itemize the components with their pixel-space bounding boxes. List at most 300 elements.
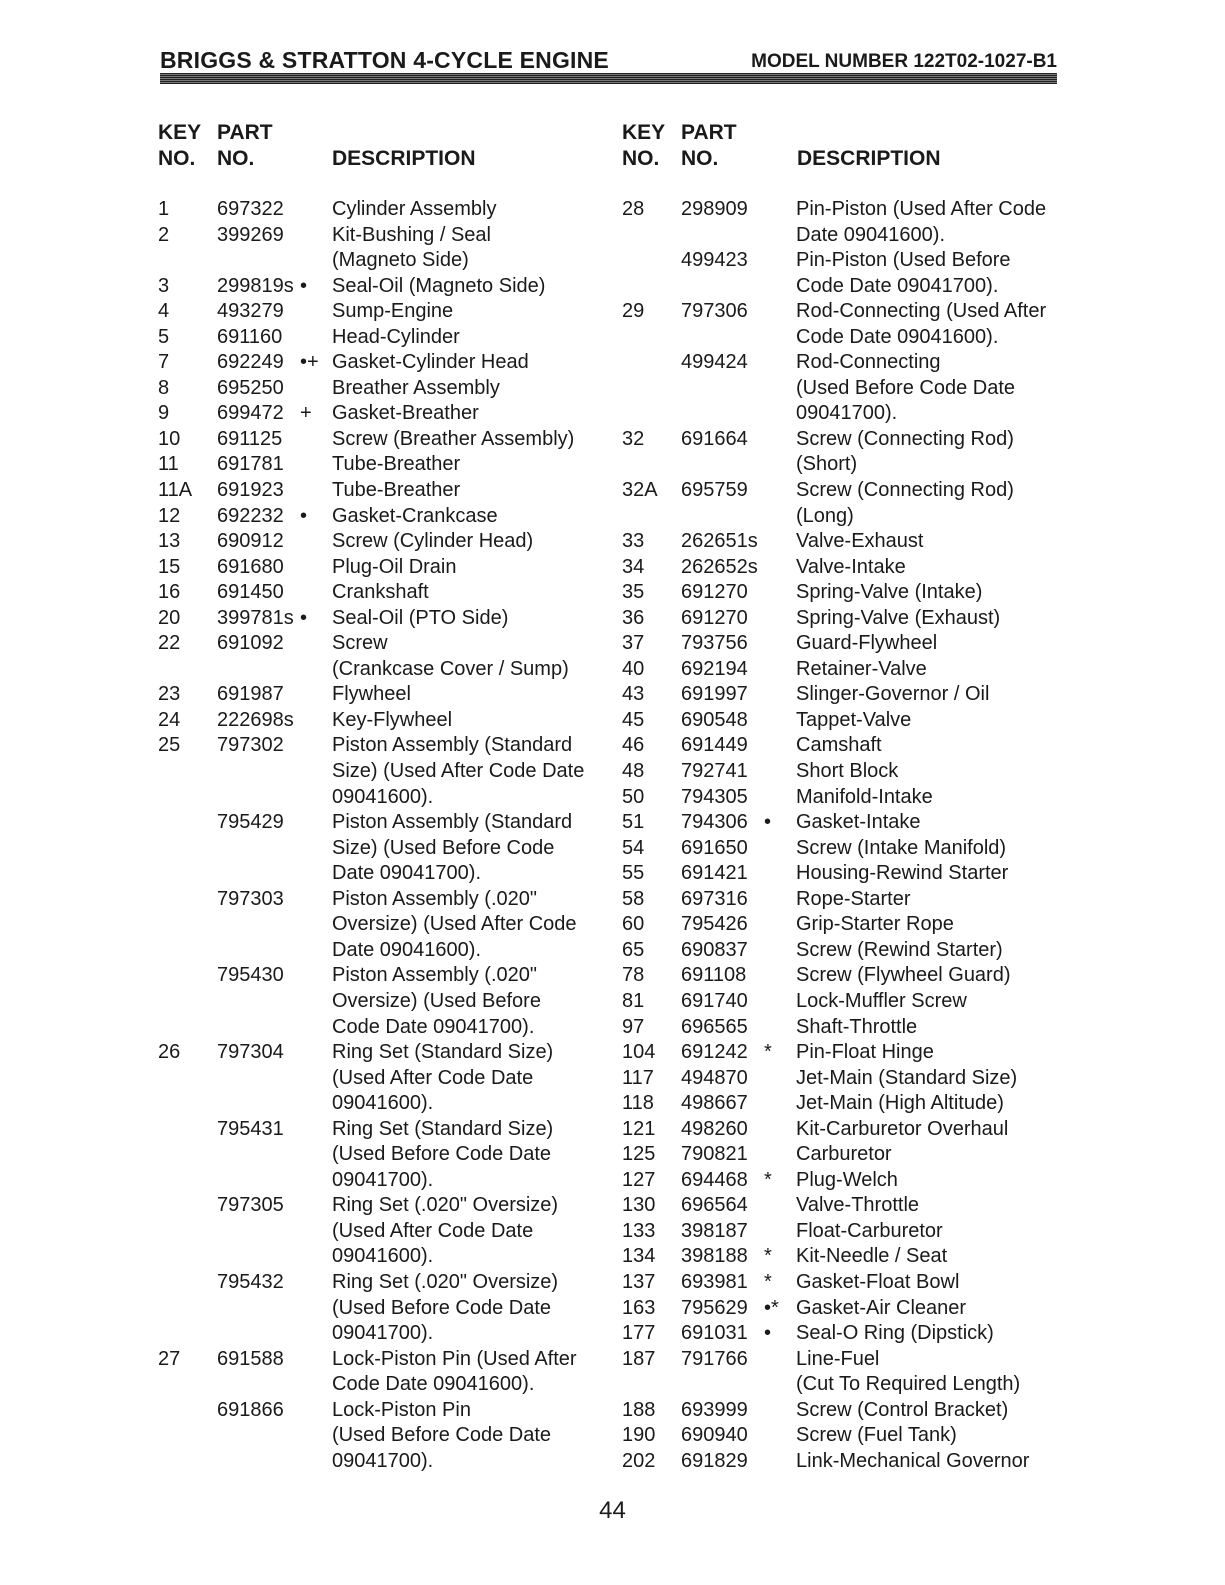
part-number: 795629 xyxy=(681,1296,748,1319)
parts-row xyxy=(622,427,1062,453)
part-description: Tube-Breather xyxy=(332,453,461,476)
part-number: 691270 xyxy=(681,581,748,604)
parts-row xyxy=(158,452,608,478)
part-number: 691270 xyxy=(681,606,748,629)
key-number: 34 xyxy=(622,555,645,578)
part-number: 262651s xyxy=(681,530,758,553)
part-marker: • xyxy=(764,811,772,834)
part-description: 09041700). xyxy=(332,1322,434,1345)
part-description: Sump-Engine xyxy=(332,300,454,323)
part-number: 697316 xyxy=(681,887,748,910)
parts-row xyxy=(158,1423,608,1449)
part-number: 498260 xyxy=(681,1117,748,1140)
part-description: Ring Set (Standard Size) xyxy=(332,1041,554,1064)
parts-row xyxy=(622,785,1062,811)
part-description: Code Date 09041700). xyxy=(332,1015,535,1038)
parts-row xyxy=(622,1423,1062,1449)
key-number: 25 xyxy=(158,734,181,757)
part-description: Oversize) (Used Before xyxy=(332,989,541,1012)
key-number: 4 xyxy=(158,300,170,323)
parts-row xyxy=(158,759,608,785)
key-number: 5 xyxy=(158,325,170,348)
part-description: Piston Assembly (.020" xyxy=(332,964,537,987)
part-marker: • xyxy=(300,504,308,527)
part-description: Kit-Bushing / Seal xyxy=(332,223,491,246)
parts-row xyxy=(158,1398,608,1424)
part-description: Grip-Starter Rope xyxy=(796,913,954,936)
part-description: (Used Before Code Date xyxy=(332,1424,552,1447)
part-number: 493279 xyxy=(217,300,284,323)
part-number: 691242 xyxy=(681,1041,748,1064)
part-number: 299819s xyxy=(217,274,294,297)
parts-row xyxy=(622,274,1062,300)
part-description: (Crankcase Cover / Sump) xyxy=(332,657,569,680)
key-number: 37 xyxy=(622,632,645,655)
part-number: 795432 xyxy=(217,1270,284,1293)
parts-row xyxy=(622,1066,1062,1092)
key-number: 3 xyxy=(158,274,170,297)
part-description: Breather Assembly xyxy=(332,376,500,399)
key-number: 16 xyxy=(158,581,181,604)
part-description: Valve-Exhaust xyxy=(796,530,924,553)
parts-row xyxy=(158,1091,608,1117)
key-number: 133 xyxy=(622,1219,656,1242)
key-number: 60 xyxy=(622,913,645,936)
part-description: (Used Before Code Date xyxy=(332,1296,552,1319)
part-description: Jet-Main (Standard Size) xyxy=(796,1066,1018,1089)
part-description: Gasket-Crankcase xyxy=(332,504,498,527)
part-description: Kit-Needle / Seat xyxy=(796,1245,948,1268)
key-number: 23 xyxy=(158,683,181,706)
part-number: 398188 xyxy=(681,1245,748,1268)
part-number: 691125 xyxy=(217,427,283,450)
parts-row xyxy=(158,861,608,887)
part-number: 691740 xyxy=(681,989,748,1012)
key-number: 29 xyxy=(622,300,645,323)
parts-row xyxy=(158,478,608,504)
part-number: 692249 xyxy=(217,351,284,374)
part-number: 691680 xyxy=(217,555,284,578)
part-marker: * xyxy=(764,1245,772,1268)
part-number: 797303 xyxy=(217,887,284,910)
parts-row xyxy=(158,887,608,913)
key-number: 81 xyxy=(622,989,645,1012)
part-description: Oversize) (Used After Code xyxy=(332,913,577,936)
parts-row xyxy=(158,1219,608,1245)
key-number: 134 xyxy=(622,1245,656,1268)
part-description: Jet-Main (High Altitude) xyxy=(796,1092,1004,1115)
part-description: Rope-Starter xyxy=(796,887,911,910)
part-description: Screw (Connecting Rod) xyxy=(796,427,1014,450)
part-number: 793756 xyxy=(681,632,748,655)
part-number: 797302 xyxy=(217,734,284,757)
parts-row xyxy=(622,325,1062,351)
key-number: 130 xyxy=(622,1194,656,1217)
parts-row xyxy=(622,223,1062,249)
parts-row xyxy=(158,325,608,351)
parts-row xyxy=(622,350,1062,376)
key-number: 26 xyxy=(158,1041,181,1064)
parts-row xyxy=(158,657,608,683)
parts-row xyxy=(622,963,1062,989)
part-number: 691092 xyxy=(217,632,284,655)
part-number: 795426 xyxy=(681,913,748,936)
key-number: 177 xyxy=(622,1322,656,1345)
key-number: 50 xyxy=(622,785,645,808)
part-number: 692232 xyxy=(217,504,284,527)
part-description: Spring-Valve (Exhaust) xyxy=(796,606,1001,629)
part-description: Crankshaft xyxy=(332,581,429,604)
part-description: Line-Fuel xyxy=(796,1347,880,1370)
part-number: 791766 xyxy=(681,1347,748,1370)
part-number: 699472 xyxy=(217,402,284,425)
part-description: Size) (Used After Code Date xyxy=(332,760,585,783)
key-number: 125 xyxy=(622,1143,656,1166)
part-number: 398187 xyxy=(681,1219,748,1242)
parts-row xyxy=(622,376,1062,402)
part-description: Screw (Fuel Tank) xyxy=(796,1424,957,1447)
part-description: Lock-Muffler Screw xyxy=(796,989,967,1012)
part-description: Spring-Valve (Intake) xyxy=(796,581,983,604)
part-number: 691421 xyxy=(681,862,748,885)
part-number: 222698s xyxy=(217,708,294,731)
parts-row xyxy=(622,1321,1062,1347)
part-marker: •+ xyxy=(300,351,319,374)
part-description: Size) (Used Before Code xyxy=(332,836,555,859)
parts-row xyxy=(158,631,608,657)
part-marker: * xyxy=(764,1041,772,1064)
part-description: Gasket-Cylinder Head xyxy=(332,351,529,374)
key-number: 33 xyxy=(622,530,645,553)
key-number: 32 xyxy=(622,427,645,450)
parts-row xyxy=(158,223,608,249)
parts-row xyxy=(158,1142,608,1168)
key-number: 163 xyxy=(622,1296,656,1319)
part-number: 691449 xyxy=(681,734,748,757)
document-title: BRIGGS & STRATTON 4-CYCLE ENGINE xyxy=(160,47,609,73)
part-description: Seal-O Ring (Dipstick) xyxy=(796,1322,994,1345)
key-number: 20 xyxy=(158,606,181,629)
part-number: 691664 xyxy=(681,427,748,450)
part-description: Screw (Breather Assembly) xyxy=(332,427,575,450)
key-number: 188 xyxy=(622,1398,656,1421)
part-number: 795431 xyxy=(217,1117,284,1140)
parts-row xyxy=(622,1219,1062,1245)
parts-row xyxy=(622,938,1062,964)
parts-row xyxy=(622,836,1062,862)
parts-row xyxy=(622,1142,1062,1168)
part-number: 691031 xyxy=(681,1322,748,1345)
part-number: 792741 xyxy=(681,760,748,783)
parts-row xyxy=(158,376,608,402)
part-description: Code Date 09041600). xyxy=(796,325,999,348)
parts-row xyxy=(622,1372,1062,1398)
part-description: Gasket-Breather xyxy=(332,402,479,425)
key-number: 12 xyxy=(158,504,181,527)
part-description: Link-Mechanical Governor xyxy=(796,1449,1030,1472)
key-number: 7 xyxy=(158,351,170,374)
part-description: 09041600). xyxy=(332,1245,434,1268)
part-description: Retainer-Valve xyxy=(796,657,927,680)
parts-row xyxy=(158,989,608,1015)
part-description: 09041700). xyxy=(796,402,898,425)
part-description: Plug-Oil Drain xyxy=(332,555,457,578)
parts-row xyxy=(158,1372,608,1398)
part-marker: • xyxy=(764,1322,772,1345)
part-description: Carburetor xyxy=(796,1143,892,1166)
parts-row xyxy=(158,708,608,734)
parts-row xyxy=(158,733,608,759)
header-rule xyxy=(160,73,1057,84)
parts-row xyxy=(622,1193,1062,1219)
part-description: Plug-Welch xyxy=(796,1168,898,1191)
part-description: Rod-Connecting (Used After xyxy=(796,300,1047,323)
parts-row xyxy=(158,555,608,581)
part-description: Ring Set (.020" Oversize) xyxy=(332,1270,559,1293)
parts-row xyxy=(158,504,608,530)
part-description: (Short) xyxy=(796,453,858,476)
part-number: 691588 xyxy=(217,1347,284,1370)
parts-row xyxy=(622,989,1062,1015)
key-number: 9 xyxy=(158,402,170,425)
parts-row xyxy=(622,1296,1062,1322)
parts-row xyxy=(158,1117,608,1143)
part-description: Date 09041600). xyxy=(796,223,946,246)
key-number: 127 xyxy=(622,1168,656,1191)
key-number: 78 xyxy=(622,964,645,987)
part-number: 691781 xyxy=(217,453,284,476)
parts-row xyxy=(158,580,608,606)
parts-row xyxy=(158,401,608,427)
part-description: Kit-Carburetor Overhaul xyxy=(796,1117,1009,1140)
key-number: 190 xyxy=(622,1424,656,1447)
parts-row xyxy=(622,708,1062,734)
part-number: 691829 xyxy=(681,1449,748,1472)
part-description: Shaft-Throttle xyxy=(796,1015,918,1038)
parts-row xyxy=(622,631,1062,657)
parts-row xyxy=(622,1244,1062,1270)
key-number: 36 xyxy=(622,606,645,629)
parts-row xyxy=(158,350,608,376)
parts-row xyxy=(622,1015,1062,1041)
parts-row xyxy=(158,427,608,453)
right-part-header: PART NO. xyxy=(681,121,737,170)
part-number: 691997 xyxy=(681,683,748,706)
part-description: Rod-Connecting xyxy=(796,351,941,374)
part-description: (Used Before Code Date xyxy=(796,376,1016,399)
part-description: Piston Assembly (.020" xyxy=(332,887,537,910)
key-number: 13 xyxy=(158,530,181,553)
parts-row xyxy=(158,1244,608,1270)
parts-row xyxy=(622,1270,1062,1296)
key-number: 117 xyxy=(622,1066,654,1089)
parts-row xyxy=(622,1040,1062,1066)
part-description: Lock-Piston Pin xyxy=(332,1398,471,1421)
part-description: (Used After Code Date xyxy=(332,1219,534,1242)
parts-row xyxy=(622,1347,1062,1373)
parts-row xyxy=(622,912,1062,938)
left-parts-list xyxy=(158,197,608,1474)
key-number: 137 xyxy=(622,1270,656,1293)
parts-row xyxy=(622,1168,1062,1194)
part-description: (Long) xyxy=(796,504,854,527)
key-number: 48 xyxy=(622,760,645,783)
part-description: Screw xyxy=(332,632,388,655)
key-number: 10 xyxy=(158,427,181,450)
parts-row xyxy=(622,759,1062,785)
part-number: 795430 xyxy=(217,964,284,987)
part-number: 691450 xyxy=(217,581,284,604)
part-number: 691866 xyxy=(217,1398,284,1421)
part-description: (Cut To Required Length) xyxy=(796,1373,1021,1396)
key-number: 2 xyxy=(158,223,170,246)
parts-row xyxy=(622,248,1062,274)
part-description: (Magneto Side) xyxy=(332,249,469,272)
part-number: 696565 xyxy=(681,1015,748,1038)
part-description: Screw (Control Bracket) xyxy=(796,1398,1009,1421)
key-number: 55 xyxy=(622,862,645,885)
part-number: 692194 xyxy=(681,657,748,680)
part-description: Valve-Intake xyxy=(796,555,906,578)
part-description: 09041600). xyxy=(332,1092,434,1115)
part-description: Code Date 09041700). xyxy=(796,274,999,297)
parts-row xyxy=(158,606,608,632)
part-description: Gasket-Float Bowl xyxy=(796,1270,960,1293)
parts-row xyxy=(622,580,1062,606)
left-part-header: PART NO. xyxy=(217,121,273,170)
key-number: 65 xyxy=(622,938,645,961)
parts-row xyxy=(622,299,1062,325)
part-description: Screw (Cylinder Head) xyxy=(332,530,534,553)
part-description: Screw (Intake Manifold) xyxy=(796,836,1007,859)
key-number: 40 xyxy=(622,657,645,680)
parts-row xyxy=(158,529,608,555)
parts-row xyxy=(622,1449,1062,1475)
parts-row xyxy=(622,606,1062,632)
parts-row xyxy=(158,299,608,325)
parts-row xyxy=(622,452,1062,478)
part-description: Head-Cylinder xyxy=(332,325,460,348)
part-number: 399781s xyxy=(217,606,294,629)
parts-row xyxy=(158,682,608,708)
key-number: 43 xyxy=(622,683,645,706)
part-number: 790821 xyxy=(681,1143,748,1166)
parts-row xyxy=(158,963,608,989)
parts-row xyxy=(158,1040,608,1066)
right-description-header: DESCRIPTION xyxy=(797,147,941,170)
part-number: 693999 xyxy=(681,1398,748,1421)
part-description: Piston Assembly (Standard xyxy=(332,811,573,834)
part-number: 693981 xyxy=(681,1270,748,1293)
part-number: 399269 xyxy=(217,223,284,246)
part-marker: + xyxy=(300,402,312,425)
parts-row xyxy=(158,1066,608,1092)
right-key-header: KEY NO. xyxy=(622,121,666,170)
left-key-header: KEY NO. xyxy=(158,121,202,170)
part-marker: • xyxy=(300,606,308,629)
parts-row xyxy=(622,887,1062,913)
parts-row xyxy=(622,861,1062,887)
key-number: 46 xyxy=(622,734,645,757)
key-number: 118 xyxy=(622,1092,654,1115)
part-number: 694468 xyxy=(681,1168,748,1191)
parts-row xyxy=(158,197,608,223)
parts-row xyxy=(622,1398,1062,1424)
part-description: Screw (Connecting Rod) xyxy=(796,479,1014,502)
parts-row xyxy=(158,1449,608,1475)
key-number: 27 xyxy=(158,1347,181,1370)
part-number: 494870 xyxy=(681,1066,748,1089)
part-number: 691160 xyxy=(217,325,283,348)
part-marker: * xyxy=(764,1270,772,1293)
parts-row xyxy=(158,912,608,938)
part-number: 690837 xyxy=(681,938,748,961)
part-number: 695759 xyxy=(681,479,748,502)
key-number: 51 xyxy=(622,811,645,834)
part-description: Manifold-Intake xyxy=(796,785,933,808)
part-description: Ring Set (.020" Oversize) xyxy=(332,1194,559,1217)
key-number: 121 xyxy=(622,1117,656,1140)
part-description: (Used Before Code Date xyxy=(332,1143,552,1166)
parts-row xyxy=(158,248,608,274)
part-description: Screw (Rewind Starter) xyxy=(796,938,1003,961)
part-number: 795429 xyxy=(217,811,284,834)
part-description: Seal-Oil (PTO Side) xyxy=(332,606,509,629)
key-number: 97 xyxy=(622,1015,645,1038)
part-number: 794306 xyxy=(681,811,748,834)
part-number: 498667 xyxy=(681,1092,748,1115)
part-number: 797306 xyxy=(681,300,748,323)
part-marker: •* xyxy=(764,1296,779,1319)
part-number: 691650 xyxy=(681,836,748,859)
part-description: Seal-Oil (Magneto Side) xyxy=(332,274,546,297)
key-number: 32A xyxy=(622,479,658,502)
parts-row xyxy=(622,555,1062,581)
part-description: Screw (Flywheel Guard) xyxy=(796,964,1011,987)
part-description: Slinger-Governor / Oil xyxy=(796,683,990,706)
page-number: 44 xyxy=(599,1497,626,1524)
part-description: Piston Assembly (Standard xyxy=(332,734,573,757)
parts-row xyxy=(158,1270,608,1296)
part-description: Cylinder Assembly xyxy=(332,198,497,220)
parts-row xyxy=(158,1193,608,1219)
part-number: 298909 xyxy=(681,198,748,220)
part-marker: • xyxy=(300,274,308,297)
parts-row xyxy=(158,938,608,964)
part-number: 691923 xyxy=(217,479,284,502)
part-description: Lock-Piston Pin (Used After xyxy=(332,1347,577,1370)
key-number: 1 xyxy=(158,198,170,220)
key-number: 11A xyxy=(158,479,193,502)
part-description: Date 09041700). xyxy=(332,862,482,885)
key-number: 202 xyxy=(622,1449,656,1472)
part-description: Flywheel xyxy=(332,683,411,706)
parts-row xyxy=(622,478,1062,504)
key-number: 24 xyxy=(158,708,181,731)
part-description: Key-Flywheel xyxy=(332,708,453,731)
parts-row xyxy=(622,1117,1062,1143)
key-number: 35 xyxy=(622,581,645,604)
part-description: Gasket-Intake xyxy=(796,811,921,834)
parts-row xyxy=(622,1091,1062,1117)
parts-row xyxy=(622,529,1062,555)
parts-row xyxy=(158,1296,608,1322)
parts-row xyxy=(622,682,1062,708)
right-parts-list xyxy=(622,197,1062,1474)
part-description: Code Date 09041600). xyxy=(332,1373,535,1396)
parts-row xyxy=(158,274,608,300)
part-description: Guard-Flywheel xyxy=(796,632,938,655)
